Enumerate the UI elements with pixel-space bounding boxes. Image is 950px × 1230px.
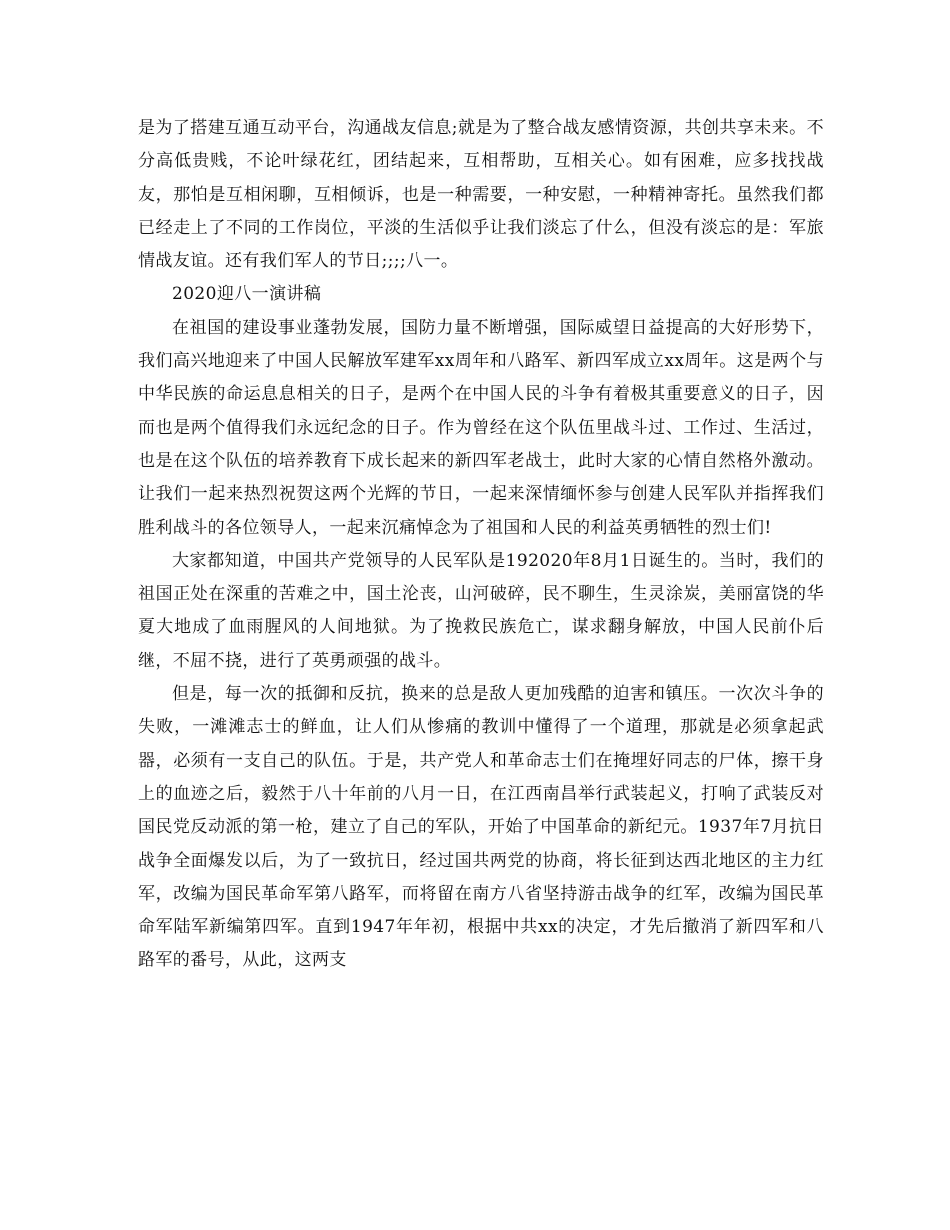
paragraph-uprising: 但是，每一次的抵御和反抗，换来的总是敌人更加残酷的迫害和镇压。一次次斗争的失败，一滩滩志士的鲜血，让人们从惨痛的教训中懂得了一个道理，那就是必须拿起武器，必须有一支自己的队伍。于是，共产党人和革命志士们在掩埋好同志的尸体，擦干身上的血迹之后，毅然于八十年前的八月一日，在江西南昌举行武装起义，打响了武装反对国民党反动派的第一枪，建立了自己的军队，开始了中国革命的新纪元。1937年7月抗日战争全面爆发以后，为了一致抗日，经过国共两党的协商，将长征到达西北地区的主力红军，改编为国民革命军第八路军，而将留在南方八省坚持游击战争的红军，改编为国民革命军陆军新编第四军。直到1947年年初，根据中共xx的决定，才先后撤消了新四军和八路军的番号，从此，这两支: [138, 684, 824, 971]
speech-title: 2020迎八一演讲稿: [172, 284, 322, 305]
paragraph-continuation: 是为了搭建互通互动平台，沟通战友信息;就是为了整合战友感情资源，共创共享未来。不分高低贵贱，不论叶绿花红，团结起来，互相帮助，互相关心。如有困难，应多找找战友，那怕是互相闲聊，互相倾诉，也是一种需要，一种安慰，一种精神寄托。虽然我们都已经走上了不同的工作岗位，平淡的生活似乎让我们淡忘了什么，但没有淡忘的是：军旅情战友谊。还有我们军人的节日;;;;八一。: [138, 118, 824, 272]
paragraph-anniversary: 在祖国的建设事业蓬勃发展，国防力量不断增强，国际威望日益提高的大好形势下，我们高兴地迎来了中国人民解放军建军xx周年和八路军、新四军成立xx周年。这是两个与中华民族的命运息息相关的日子，是两个在中国人民的斗争有着极其重要意义的日子，因而也是两个值得我们永远纪念的日子。作为曾经在这个队伍里战斗过、工作过、生活过，也是在这个队伍的培养教育下成长起来的新四军老战士，此时大家的心情自然格外激动。让我们一起来热烈祝贺这两个光辉的节日，一起来深情缅怀参与创建人民军队并指挥我们胜利战斗的各位领导人，一起来沉痛悼念为了祖国和人民的利益英勇牺牲的烈士们!: [138, 317, 824, 538]
paragraph-founding: 大家都知道，中国共产党领导的人民军队是192020年8月1日诞生的。当时，我们的祖国正处在深重的苦难之中，国土沦丧，山河破碎，民不聊生，生灵涂炭，美丽富饶的华夏大地成了血雨腥风的人间地狱。为了挽救民族危亡，谋求翻身解放，中国人民前仆后继，不屈不挠，进行了英勇顽强的战斗。: [138, 550, 824, 671]
document-body: [138, 112, 824, 978]
